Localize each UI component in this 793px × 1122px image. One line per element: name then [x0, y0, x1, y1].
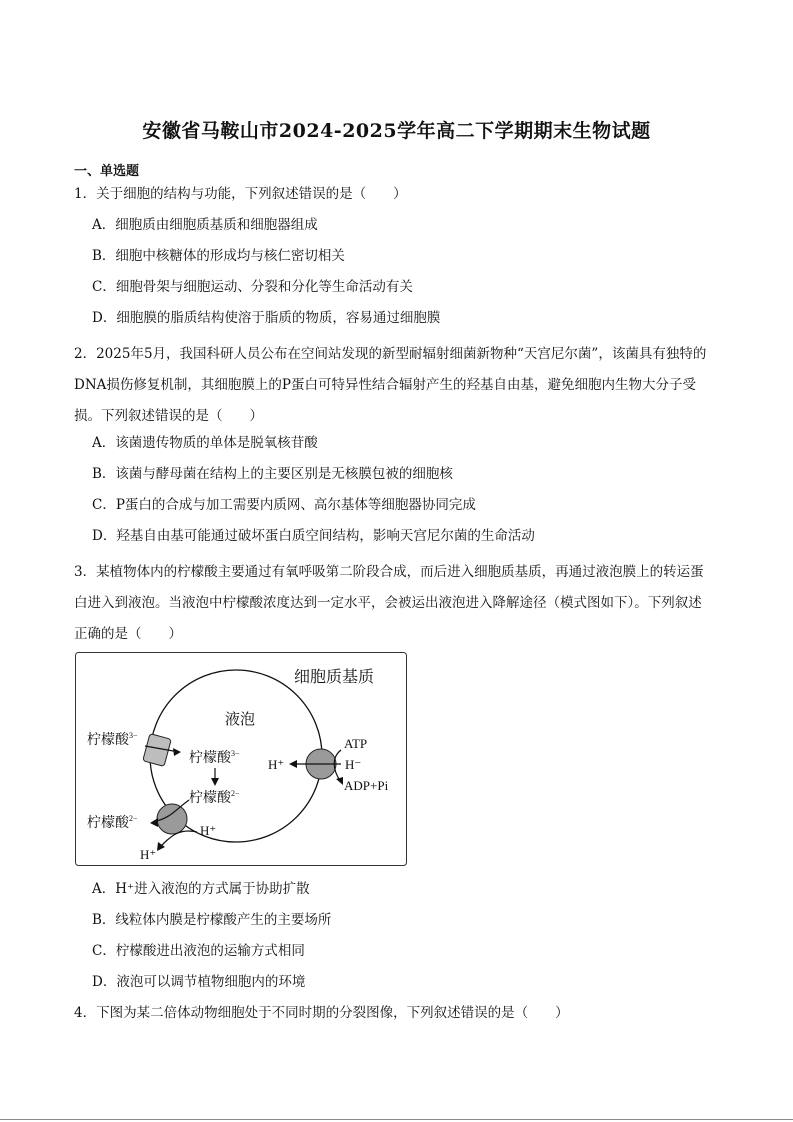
- vacuole-label: 液泡: [225, 712, 256, 728]
- question-2-option-d: D．羟基自由基可能通过破坏蛋白质空间结构，影响天宫尼尔菌的生命活动: [92, 528, 535, 544]
- h-pump-out-label: H⁻: [345, 757, 362, 772]
- atp-label: ATP: [344, 736, 368, 751]
- atp-hydrolysis-arrowhead: [336, 777, 343, 785]
- question-1-option-d: D．细胞膜的脂质结构使溶于脂质的物质，容易通过细胞膜: [92, 310, 441, 326]
- h-pump-arrowhead: [289, 760, 297, 768]
- citrate-in-2-label: 柠檬酸$^{2-}$: [189, 789, 240, 806]
- question-2-option-c: C．P蛋白的合成与加工需要内质网、高尔基体等细胞器协同完成: [92, 497, 476, 513]
- citrate-out-3-label: 柠檬酸$^{3-}$: [87, 731, 138, 748]
- page-bottom-rule: [0, 1119, 793, 1120]
- question-3-stem-line2: 白进入到液泡。当液泡中柠檬酸浓度达到一定水平，会被运出液泡进入降解途径（模式图如下）。下列叙述: [74, 595, 702, 611]
- question-3-option-a: A．H⁺进入液泡的方式属于协助扩散: [92, 881, 310, 897]
- h-pump-in-label: H⁺: [268, 757, 285, 772]
- question-3-stem-line3: 正确的是（ ）: [74, 626, 182, 642]
- vacuole-transport-diagram: [75, 652, 407, 866]
- h-inner-label: H⁺: [200, 823, 217, 838]
- question-2-option-a: A．该菌遗传物质的单体是脱氧核苷酸: [92, 435, 318, 451]
- question-3-stem-line1: 3．某植物体内的柠檬酸主要通过有氧呼吸第二阶段合成，而后进入细胞质基质，再通过液泡膜上的转运蛋: [74, 564, 704, 580]
- citrate-out-2-label: 柠檬酸$^{2-}$: [87, 814, 138, 831]
- question-2-stem-line3: 损。下列叙述错误的是（ ）: [74, 408, 263, 424]
- question-1-option-c: C．细胞骨架与细胞运动、分裂和分化等生命活动有关: [92, 279, 413, 295]
- question-1-stem: 1．关于细胞的结构与功能，下列叙述错误的是（ ）: [74, 186, 407, 202]
- question-1-option-b: B．细胞中核糖体的形成均与核仁密切相关: [92, 248, 345, 264]
- citrate-in-3-label: 柠檬酸$^{3-}$: [189, 749, 240, 766]
- conversion-arrowhead: [211, 778, 219, 786]
- h-antiport-arrow: [159, 831, 197, 848]
- h-outer-label: H⁺: [140, 847, 157, 862]
- question-1-option-a: A．细胞质由细胞质基质和细胞器组成: [92, 217, 318, 233]
- question-2-stem-line2: DNA损伤修复机制，其细胞膜上的P蛋白可特异性结合辐射产生的羟基自由基，避免细胞内生物大分子受: [74, 377, 696, 393]
- cytoplasm-label: 细胞质基质: [294, 669, 375, 686]
- page-title: 安徽省马鞍山市2024-2025学年高二下学期期末生物试题: [142, 120, 651, 142]
- section-heading: 一、单选题: [74, 164, 140, 179]
- question-2-stem-line1: 2．2025年5月，我国科研人员公布在空间站发现的新型耐辐射细菌新物种“天宫尼尔菌”，该菌具有独特的: [74, 346, 707, 362]
- question-4-stem: 4．下图为某二倍体动物细胞处于不同时期的分裂图像，下列叙述错误的是（ ）: [74, 1005, 569, 1021]
- citrate-in-arrowhead: [173, 748, 181, 756]
- adp-label: ADP+Pi: [344, 778, 389, 793]
- question-2-option-b: B．该菌与酵母菌在结构上的主要区别是无核膜包被的细胞核: [92, 466, 453, 482]
- question-3-option-d: D．液泡可以调节植物细胞内的环境: [92, 974, 306, 990]
- citrate-out-arrowhead: [150, 818, 158, 827]
- question-3-option-c: C．柠檬酸进出液泡的运输方式相同: [92, 943, 305, 959]
- question-3-option-b: B．线粒体内膜是柠檬酸产生的主要场所: [92, 912, 332, 928]
